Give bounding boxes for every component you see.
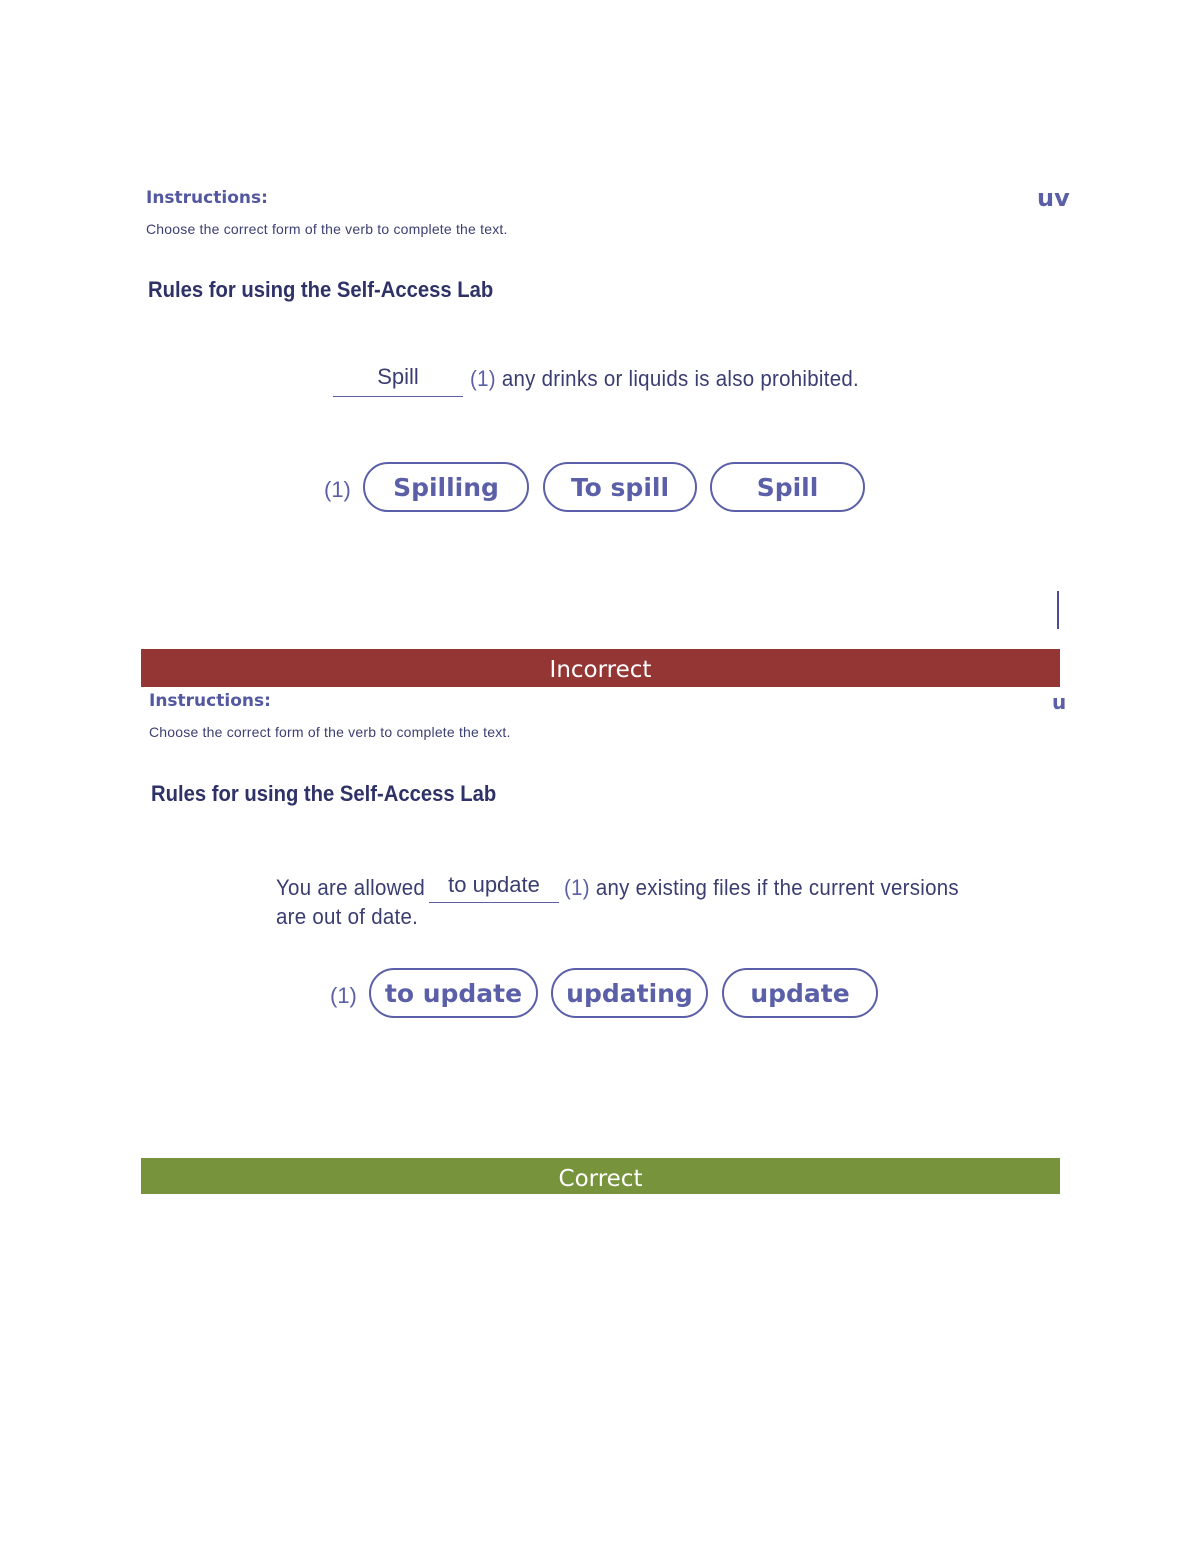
blank-number: (1) <box>470 366 496 391</box>
option-spilling-button[interactable]: Spilling <box>363 462 529 512</box>
question-sentence <box>564 875 959 901</box>
answer-blank-value: to update <box>448 872 540 897</box>
answer-blank-value: Spill <box>377 364 419 389</box>
option-to-update-button[interactable]: to update <box>369 968 538 1018</box>
feedback-banner-correct: Correct <box>141 1158 1060 1194</box>
option-update-button[interactable]: update <box>722 968 878 1018</box>
question-sentence <box>470 366 859 392</box>
option-updating-button[interactable]: updating <box>551 968 708 1018</box>
instructions-title: Instructions: <box>146 188 268 208</box>
answer-blank[interactable] <box>333 364 463 397</box>
sentence-line-2: are out of date. <box>276 904 419 929</box>
options-label: (1) <box>324 477 351 502</box>
instructions-text: Choose the correct form of the verb to complete the text. <box>146 221 508 237</box>
sentence-after: any drinks or liquids is also prohibited. <box>495 366 859 391</box>
blank-number: (1) <box>564 875 590 900</box>
answer-blank[interactable] <box>429 872 559 903</box>
option-to-spill-button[interactable]: To spill <box>543 462 697 512</box>
instructions-title: Instructions: <box>149 691 271 711</box>
page-title: Rules for using the Self-Access Lab <box>151 781 497 806</box>
logo: u <box>1052 690 1067 714</box>
page-title: Rules for using the Self-Access Lab <box>148 277 494 302</box>
sentence-before: You are allowed <box>276 875 426 900</box>
feedback-banner-incorrect: Incorrect <box>141 649 1060 687</box>
option-spill-button[interactable]: Spill <box>710 462 865 512</box>
scroll-divider <box>1057 591 1059 629</box>
options-label: (1) <box>330 983 357 1008</box>
logo: uv <box>1037 184 1070 212</box>
sentence-after: any existing files if the current versions <box>589 875 959 900</box>
instructions-text: Choose the correct form of the verb to complete the text. <box>149 724 511 740</box>
